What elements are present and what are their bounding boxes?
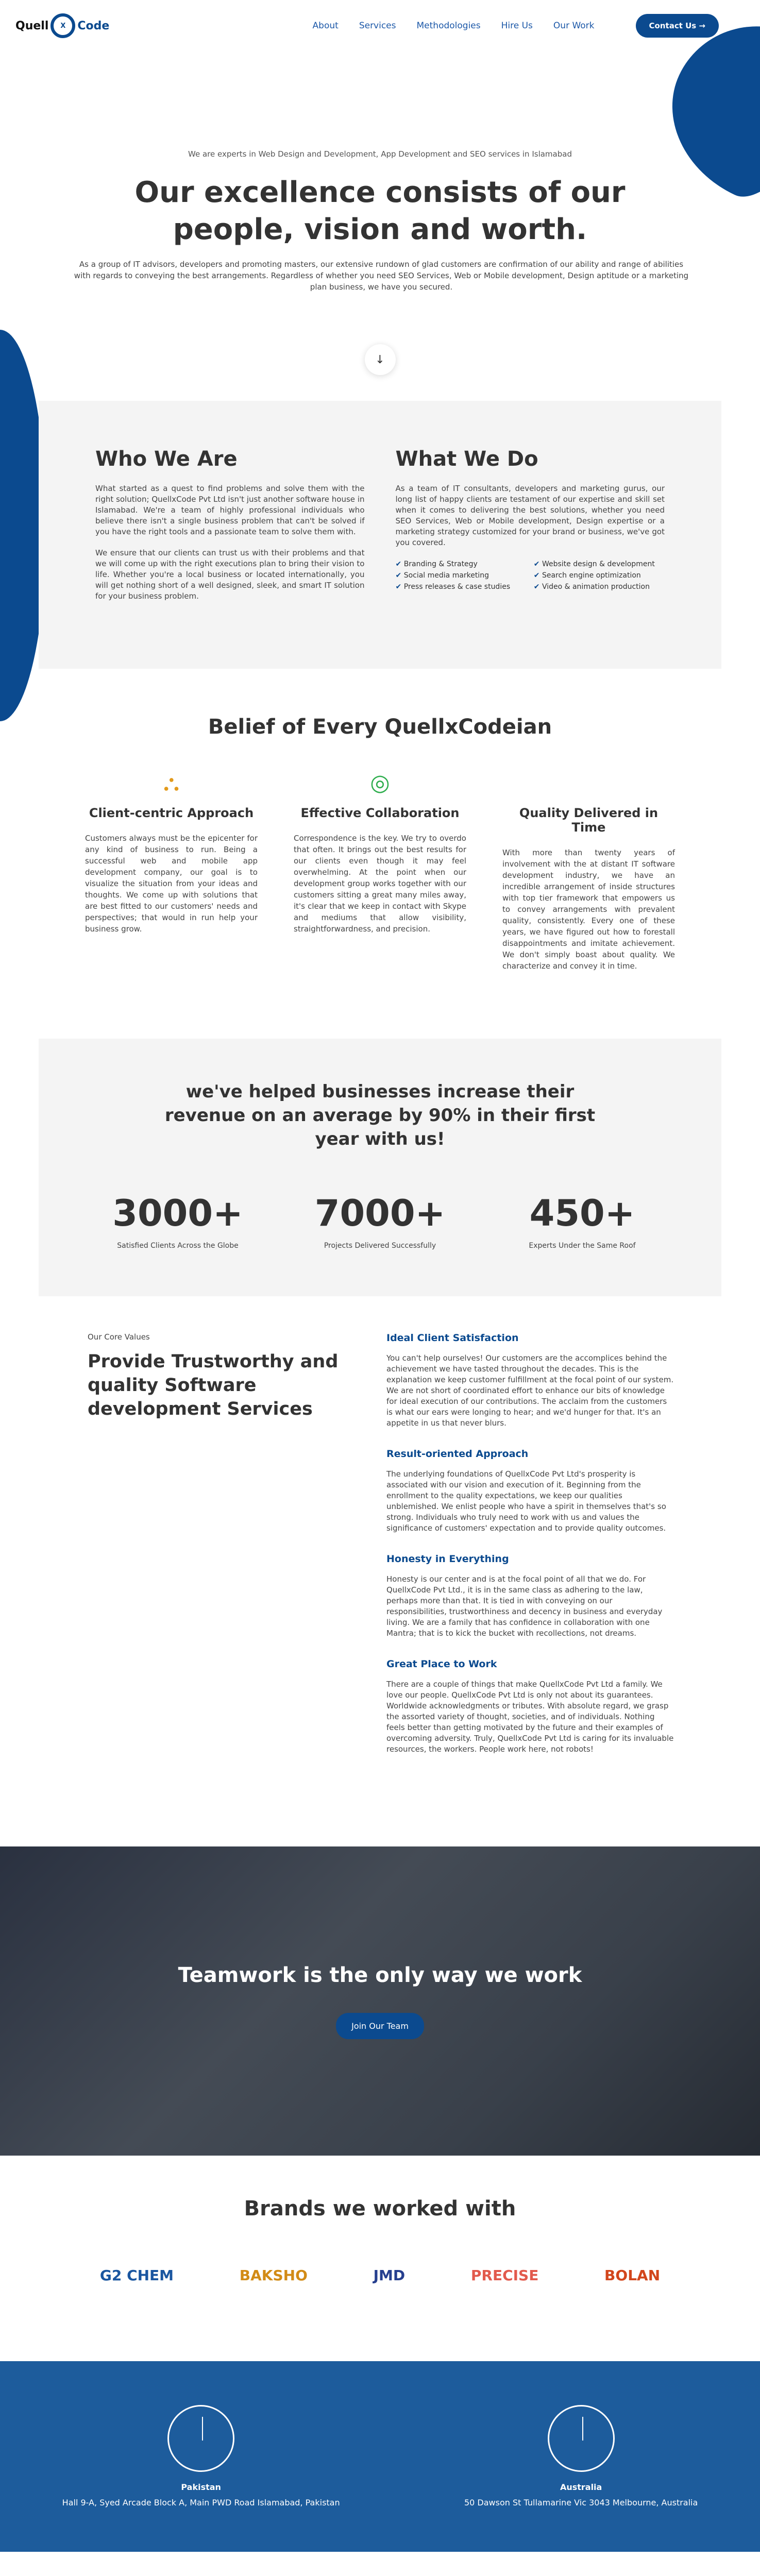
card-title: Quality Delivered in Time xyxy=(519,806,658,835)
locations xyxy=(0,2361,760,2552)
target-icon: ◎ xyxy=(370,770,390,796)
stats-heading: we've helped businesses increase their revenue on an average by 90% in their first year with us! xyxy=(164,1081,596,1149)
nav-services[interactable]: Services xyxy=(359,21,396,31)
hero-title: Our excellence consists of our people, vision and worth. xyxy=(134,176,626,246)
stat-label: Satisfied Clients Across the Globe xyxy=(117,1242,239,1250)
list-item: ✔ Press releases & case studies xyxy=(396,581,527,592)
join-team-button[interactable]: Join Our Team xyxy=(336,2013,424,2039)
footer xyxy=(0,2552,760,2576)
location-title: Australia xyxy=(560,2482,602,2492)
brands-heading: Brands we worked with xyxy=(244,2197,516,2221)
value-text: The underlying foundations of QuellxCode Pvt Ltd's prosperity is associated with our vision and execution of it. Beginning from the enrollment to the quality expectations, we keep our qualities unblemished. We enlist people who have a spirit in themselves that's so strong. Individuals who truly need to work with us and values the significance of customers' expectation and to provide quality outcomes. xyxy=(386,1469,666,1533)
value-text: You can't help ourselves! Our customers are the accomplices behind the achievement we have tasted throughout the decades. This is the explanation we keep customer fulfillment at the focal point of our system. We are not short of coordinated effort to enhance our bits of knowledge for ideal execution of our contributions. The acclaim from the customers is what our ears were longing to hear; and we'd hunger for that. It's an appetite in us that never blurs. xyxy=(386,1353,674,1428)
location-address: Hall 9-A, Syed Arcade Block A, Main PWD Road Islamabad, Pakistan xyxy=(62,2497,340,2507)
belief-card xyxy=(85,770,258,972)
belief-section xyxy=(0,669,760,972)
logo[interactable] xyxy=(15,13,109,38)
value-title: Result-oriented Approach xyxy=(386,1448,529,1460)
brands-section xyxy=(0,2156,760,2284)
location-title: Pakistan xyxy=(181,2482,221,2492)
who-heading: Who We Are xyxy=(95,447,238,471)
location-australia xyxy=(464,2405,698,2509)
stat-number: 7000+ xyxy=(314,1192,446,1234)
card-title: Client-centric Approach xyxy=(89,806,254,820)
contact-us-button[interactable]: Contact Us → xyxy=(636,14,719,38)
stats-section xyxy=(39,1039,721,1296)
stat xyxy=(85,1192,271,1250)
header xyxy=(0,0,760,52)
brand-logo: JMD xyxy=(373,2267,406,2284)
stat-number: 450+ xyxy=(529,1192,635,1234)
belief-card xyxy=(294,770,466,972)
hero-body: As a group of IT advisors, developers and promoting masters, our extensive rundown of glad customers are confirmation of our ability and range of abilities with regards to conveying the best arrangements. Regardless of whether you need SEO Services, Web or Mobile development, Design aptitude or a marketing plan business, we have you secured. xyxy=(74,260,689,292)
who-what-section xyxy=(39,401,721,669)
scroll-down-icon[interactable]: ↓ xyxy=(365,344,396,375)
card-title: Effective Collaboration xyxy=(300,806,460,820)
clock-icon xyxy=(548,2405,615,2472)
list-item: ✔ Video & animation production xyxy=(534,581,665,592)
belief-heading: Belief of Every QuellxCodeian xyxy=(208,715,552,739)
what-para: As a team of IT consultants, developers and marketing gurus, our long list of happy clients are testament of our expertise and skill set when it comes to delivering the best solutions, whether you need SEO Services, Web or Mobile development, Design expertise or a marketing strategy customized for your brand or business, we've got you covered. xyxy=(395,484,665,547)
core-values xyxy=(0,1296,760,1774)
brand-logo: BAKSHO xyxy=(239,2267,308,2284)
nav-hire-us[interactable]: Hire Us xyxy=(501,21,533,31)
team-icon: ⛬ xyxy=(163,770,179,796)
card-text: Correspondence is the key. We try to overdo that often. It brings out the best results for our clients even though it may feel overwhelming. At the point when our development group works together with our customers sitting a great many miles away, it's clear that we keep in contact with Skype and mediums that allow visibility, straightforwardness, and precision. xyxy=(294,834,466,934)
logo-ring: X xyxy=(50,13,75,38)
location-pakistan xyxy=(62,2405,340,2509)
list-item: ✔ Website design & development xyxy=(534,558,665,570)
belief-card xyxy=(502,770,675,972)
value-text: Honesty is our center and is at the focal point of all that we do. For QuellxCode Pvt Ltd., it is in the same class as adhering to the law, perhaps more than that. It is tied in with conveying on our responsibilities, trustworthiness and decency in business and everyday living. We are a family that has confidence in collaboration with one Mantra; that is to kick the bucket with recollections, not dreams. xyxy=(386,1574,663,1638)
list-item: ✔ Branding & Strategy xyxy=(396,558,527,570)
stat-label: Experts Under the Same Roof xyxy=(529,1242,636,1250)
brand-logo: PRECISE xyxy=(470,2267,539,2284)
list-item: ✔ Search engine optimization xyxy=(534,570,665,581)
brand-logo: G2 CHEM xyxy=(99,2267,174,2284)
stat xyxy=(489,1192,675,1250)
location-address: 50 Dawson St Tullamarine Vic 3043 Melbourne, Australia xyxy=(464,2497,698,2507)
nav-methodologies[interactable]: Methodologies xyxy=(416,21,481,31)
stat-number: 3000+ xyxy=(112,1192,243,1234)
clock-icon xyxy=(167,2405,234,2472)
what-heading: What We Do xyxy=(395,447,538,471)
value-title: Ideal Client Satisfaction xyxy=(386,1332,519,1344)
core-heading: Provide Trustworthy and quality Software development Services xyxy=(88,1351,339,1419)
logo-text-b: Code xyxy=(77,19,110,32)
nav-about[interactable]: About xyxy=(312,21,339,31)
hero xyxy=(0,52,760,375)
list-item: ✔ Social media marketing xyxy=(396,570,527,581)
teamwork-banner xyxy=(0,1846,760,2156)
stat xyxy=(288,1192,473,1250)
core-tag: Our Core Values xyxy=(88,1332,150,1342)
services-checklist xyxy=(396,558,665,592)
hero-kicker: We are experts in Web Design and Development, App Development and SEO services in Islamabad xyxy=(188,149,572,159)
who-we-are xyxy=(95,447,365,612)
logo-text: Quell xyxy=(15,19,49,32)
stat-label: Projects Delivered Successfully xyxy=(324,1242,436,1250)
card-text: Customers always must be the epicenter for any kind of business to run. Being a successful web and mobile app development company, our goal is to visualize the situation from your ideas and thoughts. We come up with solutions that are best fitted to our customers' needs and perspectives; that would in run help your business grow. xyxy=(85,834,258,934)
nav-our-work[interactable]: Our Work xyxy=(553,21,595,31)
what-we-do xyxy=(396,447,665,612)
value-title: Honesty in Everything xyxy=(386,1553,509,1565)
who-para-1: What started as a quest to find problems and solve them with the right solution; QuellxCode Pvt Ltd isn't just another software house in Islamabad. We're a team of highly professional individuals who believe there isn't a single business problem that can't be solved if you have the right tools and a passionate team to solve them with. xyxy=(95,484,365,536)
quality-icon xyxy=(502,770,675,801)
card-text: With more than twenty years of involvement with the at distant IT software development industry, we have an incredible arrangement of inside structures with top tier framework that empowers us to convey arrangements with prevalent quality, consistently. Every one of these years, we have figured out how to forestall disappointments and imitate achievement. We don't simply boast about quality. We characterize and convey it in time. xyxy=(502,848,675,971)
team-heading: Teamwork is the only way we work xyxy=(178,1963,582,1987)
brand-logo: BOLAN xyxy=(604,2267,661,2284)
value-text: There are a couple of things that make QuellxCode Pvt Ltd a family. We love our people. QuellxCode Pvt Ltd is only not about its guarantees. Worldwide acknowledgments or tributes. With absolute regard, we grasp the assorted variety of thought, societies, and of individuals. Nothing feels better than getting motivated by the future and their examples of overcoming adversity. Truly, QuellxCode Pvt Ltd is caring for its invaluable resources, the workers. People work here, not robots! xyxy=(386,1680,674,1754)
main-nav xyxy=(313,21,595,31)
value-title: Great Place to Work xyxy=(386,1658,497,1670)
who-para-2: We ensure that our clients can trust us with their problems and that we will come up with the right executions plan to bring their vision to life. Whether you're a local business or located internationally, you will get nothing short of a well designed, sleek, and smart IT solution for your business problem. xyxy=(95,548,365,601)
